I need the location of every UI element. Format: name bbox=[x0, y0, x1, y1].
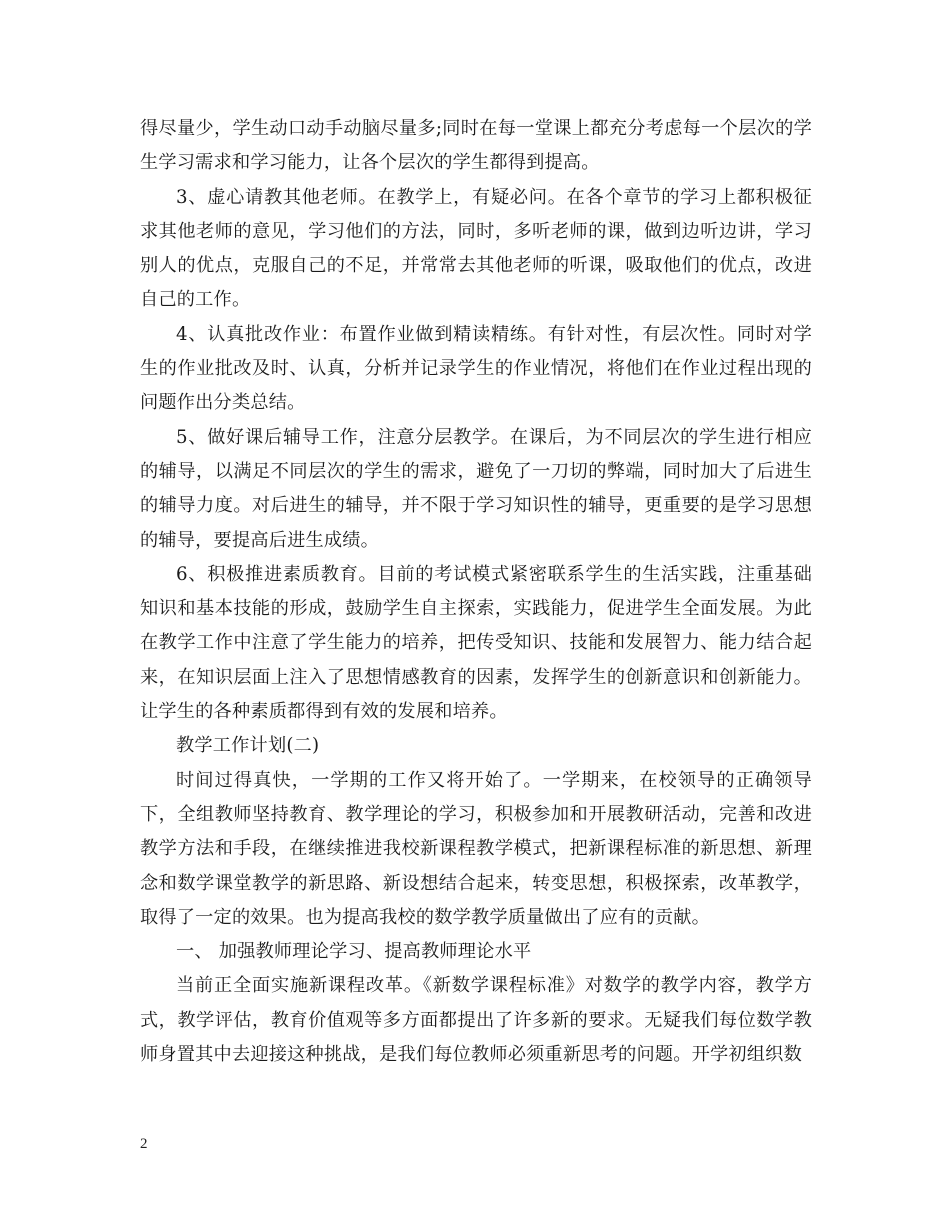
section-heading: 教学工作计划(二) bbox=[176, 735, 320, 757]
paragraph-continuation: 得尽量少，学生动口动手动脑尽量多;同时在每一堂课上都充分考虑每一个层次的学生学习需求和学习能力，让各个层次的学生都得到提高。 bbox=[140, 118, 812, 174]
paragraph-item-4: 4、认真批改作业：布置作业做到精读精练。有针对性，有层次性。同时对学生的作业批改及时、认真，分析并记录学生的作业情况，将他们在作业过程出现的问题作出分类总结。 bbox=[140, 323, 812, 414]
paragraph-item-3: 3、虚心请教其他老师。在教学上，有疑必问。在各个章节的学习上都积极征求其他老师的意见，学习他们的方法，同时，多听老师的课，做到边听边讲，学习别人的优点，克服自己的不足，并常常去其他老师的听课，吸取他们的优点，改进自己的工作。 bbox=[140, 186, 812, 311]
paragraph-item-5: 5、做好课后辅导工作，注意分层教学。在课后，为不同层次的学生进行相应的辅导，以满足不同层次的学生的需求，避免了一刀切的弊端，同时加大了后进生的辅导力度。对后进生的辅导，并不限于学习知识性的辅导，更重要的是学习思想的辅导，要提高后进生成绩。 bbox=[140, 426, 812, 551]
paragraph-theory: 当前正全面实施新课程改革。《新数学课程标准》对数学的教学内容，教学方式，教学评估，教育价值观等多方面都提出了许多新的要求。无疑我们每位数学教师身置其中去迎接这种挑战，是我们每位教师必须重新思考的问题。开学初组织数 bbox=[140, 975, 812, 1066]
page-number: 2 bbox=[140, 1136, 148, 1152]
paragraph-intro: 时间过得真快，一学期的工作又将开始了。一学期来，在校领导的正确领导下，全组教师坚持教育、教学理论的学习，积极参加和开展教研活动，完善和改进教学方法和手段，在继续推进我校新课程教学模式，把新课程标准的新思想、新理念和数学课堂教学的新思路、新设想结合起来，转变思想，积极探索，改革教学，取得了一定的效果。也为提高我校的数学教学质量做出了应有的贡献。 bbox=[140, 769, 812, 928]
paragraph-item-6: 6、积极推进素质教育。目前的考试模式紧密联系学生的生活实践，注重基础知识和基本技能的形成，鼓励学生自主探索，实践能力，促进学生全面发展。为此在教学工作中注意了学生能力的培养，把传受知识、技能和发展智力、能力结合起来，在知识层面上注入了思想情感教育的因素，发挥学生的创新意识和创新能力。让学生的各种素质都得到有效的发展和培养。 bbox=[140, 563, 812, 723]
page-body bbox=[140, 112, 812, 1072]
subsection-heading: 一、 加强教师理论学习、提高教师理论水平 bbox=[176, 941, 532, 963]
